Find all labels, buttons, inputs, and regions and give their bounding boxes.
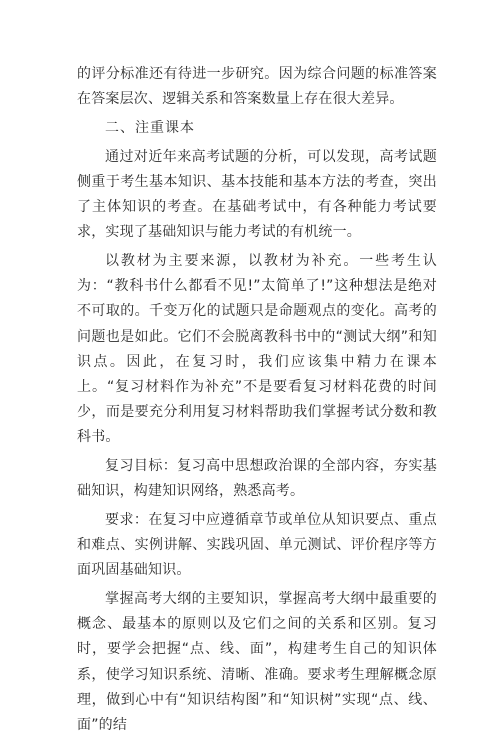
paragraph-requirements: 要求：在复习中应遵循章节或单位从知识要点、重点和难点、实例讲解、实践巩固、单元测试、评价程序等方面巩固基础知识。 — [77, 511, 437, 579]
paragraph-continuation: 的评分标准还有待进一步研究。因为综合问题的标准答案在答案层次、逻辑关系和答案数量上存在很大差异。 — [77, 66, 437, 108]
paragraph-review-goal: 复习目标：复习高中思想政治课的全部内容，夯实基础知识，构建知识网络，熟悉高考。 — [77, 458, 437, 500]
section-heading: 二、注重课本 — [105, 119, 195, 136]
paragraph-syllabus: 掌握高考大纲的主要知识，掌握高考大纲中最重要的概念、最基本的原则以及它们之间的关系和区别。复习时，要学会把握“点、线、面”，构建考生自己的知识体系，使学习知识系统、清晰、准确。要求考生理解概念原理，做到心中有“知识结构图”和“知识树”实现“点、线、面”的结 — [77, 591, 437, 734]
paragraph-textbook: 以教材为主要来源，以教材为补充。一些考生认为：“教科书什么都看不见!”太简单了!”这种想法是绝对不可取的。千变万化的试题只是命题观点的变化。高考的问题也是如此。它们不会脱离教科书中的“测试大纲”和知识点。因此，在复习时，我们应该集中精力在课本上。“复习材料作为补充”不是要看复习材料花费的时间少，而是要充分利用复习材料帮助我们掌握考试分数和教科书。 — [77, 252, 437, 446]
paragraph-analysis: 通过对近年来高考试题的分析，可以发现，高考试题侧重于考生基本知识、基本技能和基本方法的考查，突出了主体知识的考查。在基础考试中，有各种能力考试要求，实现了基础知识与能力考试的有机统一。 — [77, 148, 437, 241]
document-body — [77, 62, 437, 742]
